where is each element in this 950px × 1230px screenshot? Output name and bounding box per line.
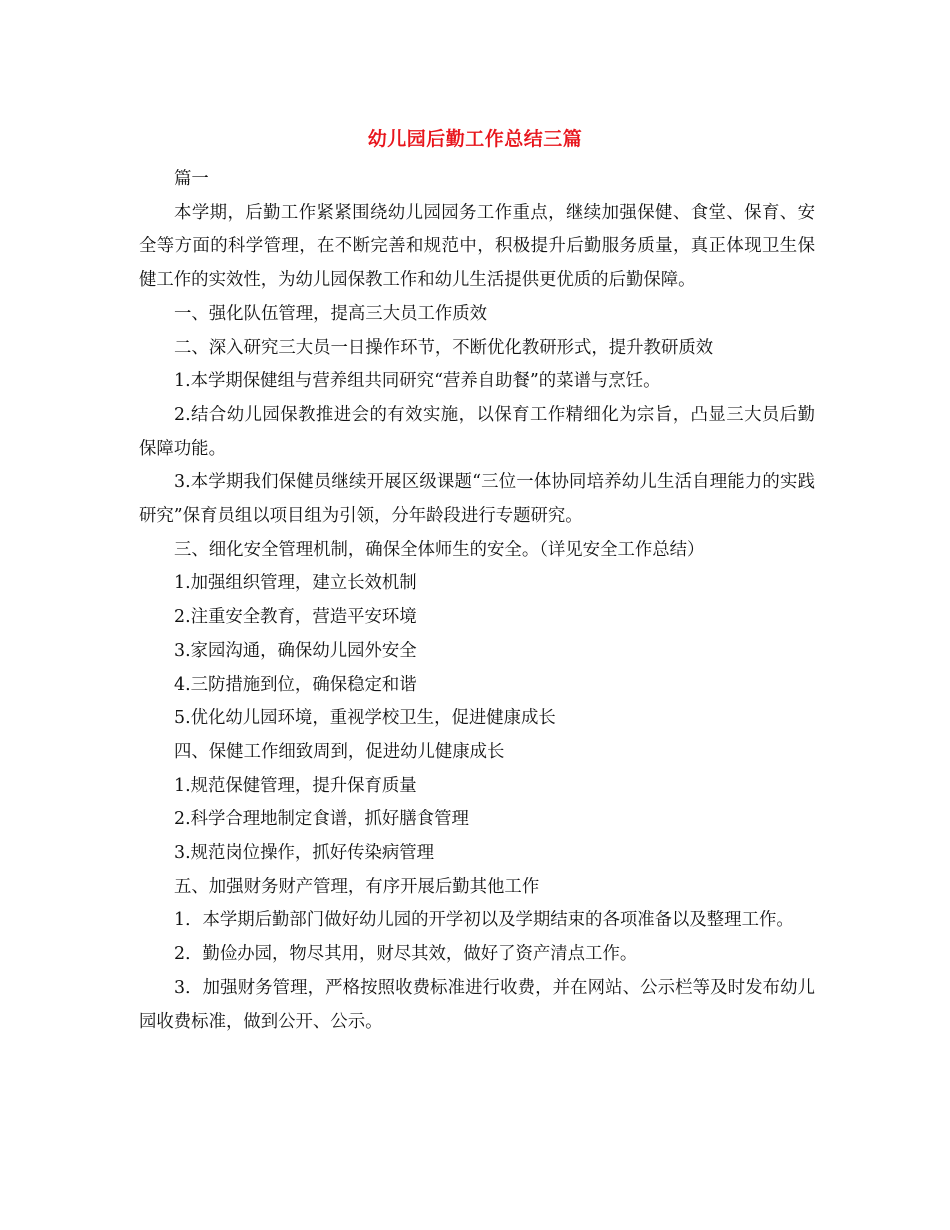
section-heading: 四、保健工作细致周到，促进幼儿健康成长	[174, 741, 505, 762]
section-heading: 三、细化安全管理机制，确保全体师生的安全。（详见安全工作总结）	[174, 539, 705, 560]
list-item: 2.科学合理地制定食谱，抓好膳食管理	[174, 809, 469, 830]
section-heading: 五、加强财务财产管理，有序开展后勤其他工作	[174, 876, 540, 897]
list-item: 4.三防措施到位，确保稳定和谐	[174, 674, 417, 695]
list-item: 1.规范保健管理，提升保育质量	[174, 775, 417, 796]
list-item: 1.加强组织管理，建立长效机制	[174, 573, 417, 594]
list-item: 3.规范岗位操作，抓好传染病管理	[174, 843, 435, 864]
list-item: 2．勤俭办园，物尽其用，财尽其效，做好了资产清点工作。	[174, 944, 638, 965]
paragraph: 本学期，后勤工作紧紧围绕幼儿园园务工作重点，继续加强保健、食堂、保育、安全等方面的科学管理，在不断完善和规范中，积极提升后勤服务质量，真正体现卫生保健工作的实效性，为幼儿园保教工作和幼儿生活提供更优质的后勤保障。	[139, 202, 815, 291]
section-heading: 一、强化队伍管理，提高三大员工作质效	[174, 303, 488, 324]
section-heading: 篇一	[174, 169, 209, 189]
list-item: 3.家园沟通，确保幼儿园外安全	[174, 640, 417, 661]
list-item: 5.优化幼儿园环境，重视学校卫生，促进健康成长	[174, 708, 556, 729]
list-item: 3．加强财务管理，严格按照收费标准进行收费，并在网站、公示栏等及时发布幼儿园收费标准，做到公开、公示。	[139, 977, 815, 1032]
document-body	[139, 163, 815, 1039]
section-heading: 二、深入研究三大员一日操作环节，不断优化教研形式，提升教研质效	[174, 337, 714, 358]
document-title: 幼儿园后勤工作总结三篇	[367, 128, 583, 150]
list-item: 1.本学期保健组与营养组共同研究“营养自助餐”的菜谱与烹饪。	[174, 371, 661, 392]
list-item: 2.结合幼儿园保教推进会的有效实施，以保育工作精细化为宗旨，凸显三大员后勤保障功能。	[139, 404, 815, 459]
list-item: 1．本学期后勤部门做好幼儿园的开学初以及学期结束的各项准备以及整理工作。	[174, 910, 794, 931]
list-item: 3.本学期我们保健员继续开展区级课题“三位一体协同培养幼儿生活自理能力的实践研究”保育员组以项目组为引领，分年龄段进行专题研究。	[139, 472, 815, 527]
list-item: 2.注重安全教育，营造平安环境	[174, 607, 417, 628]
